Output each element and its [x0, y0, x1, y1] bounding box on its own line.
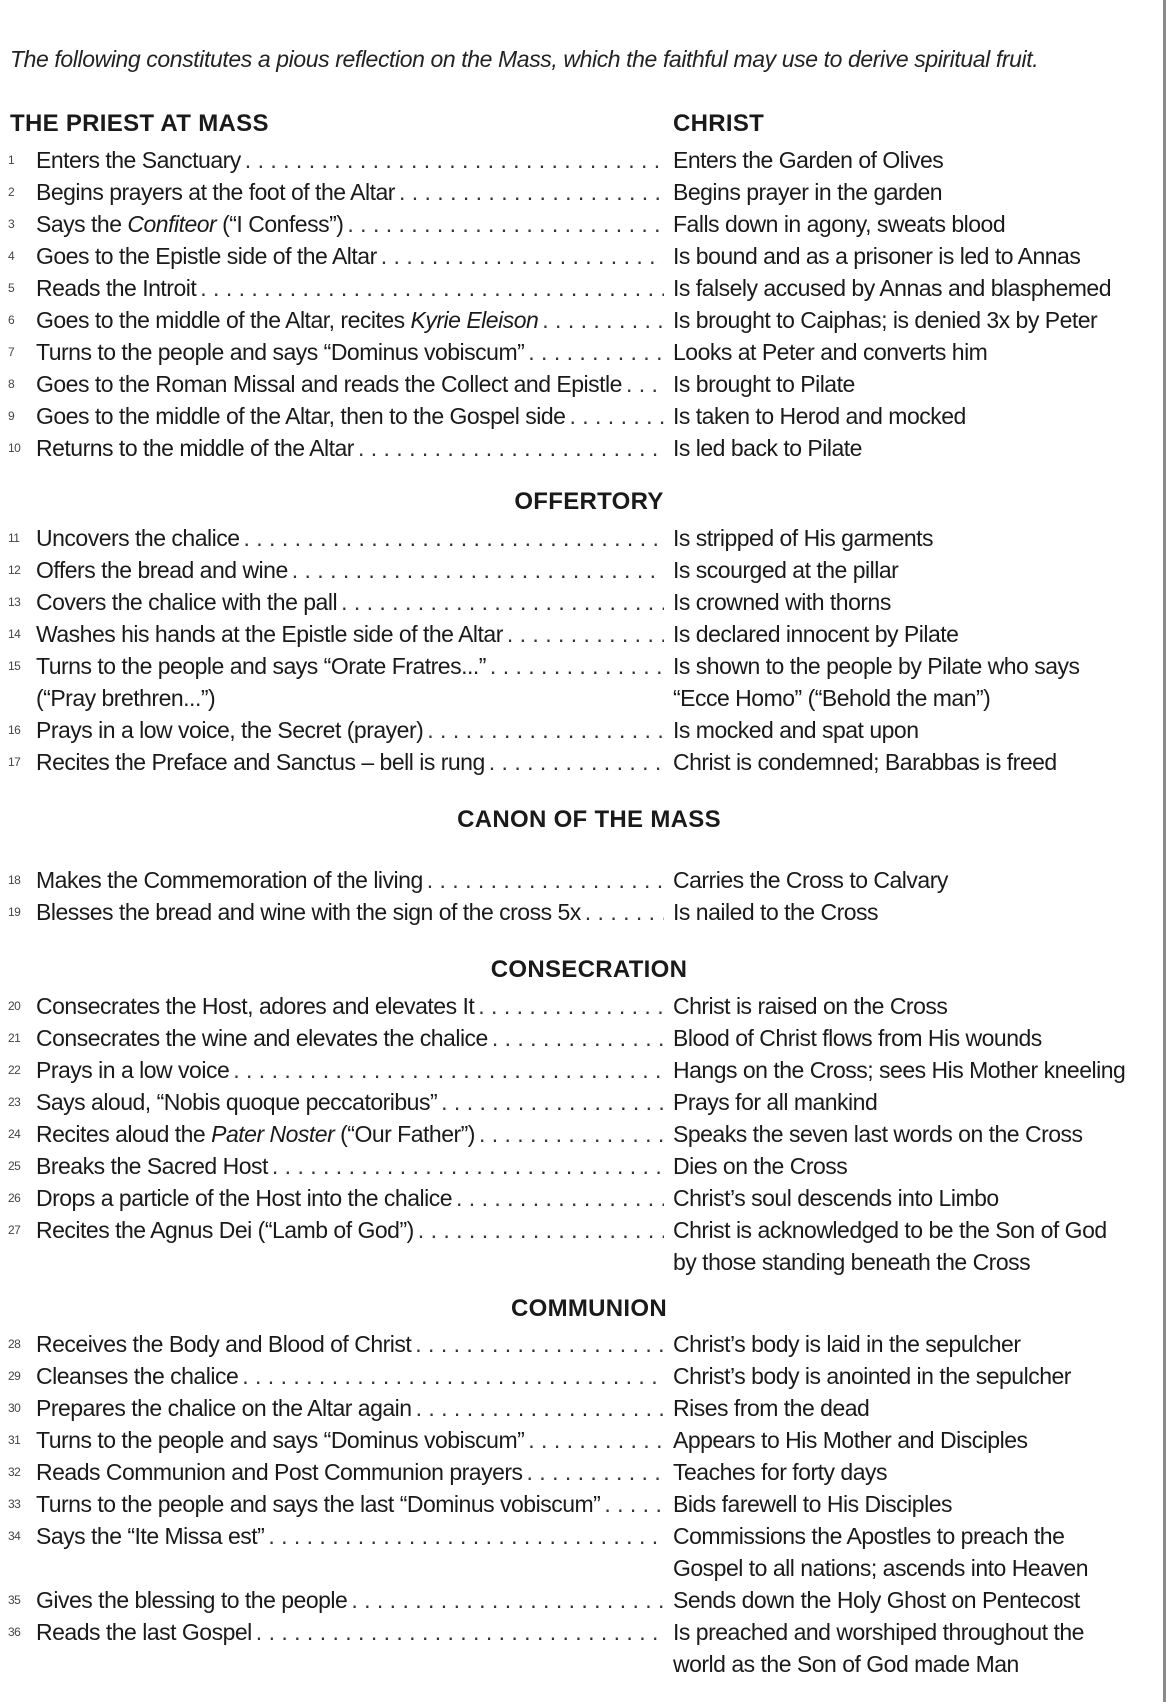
priest-action	[36, 208, 664, 240]
step-number: 21	[8, 1031, 21, 1045]
christ-event: Sends down the Holy Ghost on Pentecost	[673, 1587, 1080, 1613]
table-row	[0, 1488, 1166, 1520]
step-number: 17	[8, 755, 21, 769]
column-header-priest: THE PRIEST AT MASS	[10, 110, 269, 137]
dot-leader	[565, 400, 664, 432]
step-number: 12	[8, 563, 21, 577]
priest-action-text: Prays in a low voice, the Secret (prayer)	[36, 717, 424, 743]
table-row	[0, 1360, 1166, 1392]
section-heading-consecration-text: CONSECRATION	[490, 956, 688, 983]
christ-event: Christ is condemned; Barabbas is freed	[673, 749, 1057, 775]
christ-event: Is taken to Herod and mocked	[673, 403, 966, 429]
priest-action-text-part: Says the	[36, 211, 128, 237]
priest-action	[36, 144, 664, 176]
priest-action	[36, 1584, 664, 1616]
table-row	[0, 1214, 1166, 1246]
christ-event: Is bound and as a prisoner is led to Annas	[673, 243, 1081, 269]
step-number: 20	[8, 999, 21, 1013]
table-row	[0, 1584, 1166, 1616]
step-number: 28	[8, 1337, 21, 1351]
dot-leader	[600, 1488, 664, 1520]
dot-leader	[411, 1328, 664, 1360]
step-number: 1	[8, 153, 15, 167]
table-row	[0, 554, 1166, 586]
priest-action-text: Says aloud, “Nobis quoque peccatoribus”	[36, 1089, 438, 1115]
dot-leader	[538, 304, 664, 336]
priest-action	[36, 650, 664, 682]
section-heading-canon	[0, 806, 1166, 834]
priest-action-text: Breaks the Sacred Host	[36, 1153, 268, 1179]
step-number: 11	[8, 531, 20, 545]
priest-action-text: Consecrates the wine and elevates the chalice	[36, 1025, 488, 1051]
step-number: 33	[8, 1497, 21, 1511]
priest-action	[36, 1424, 664, 1456]
priest-action	[36, 1328, 664, 1360]
dot-leader	[229, 1054, 664, 1086]
priest-action-text: Reads Communion and Post Communion prayers	[36, 1459, 523, 1485]
christ-event: Prays for all mankind	[673, 1089, 878, 1115]
dot-leader	[377, 240, 664, 272]
priest-action	[36, 1150, 664, 1182]
christ-event: Dies on the Cross	[673, 1153, 848, 1179]
step-number: 4	[8, 249, 15, 263]
section-heading-communion-text: COMMUNION	[510, 1295, 668, 1322]
christ-event: Christ’s body is laid in the sepulcher	[673, 1331, 1021, 1357]
christ-event: Appears to His Mother and Disciples	[673, 1427, 1028, 1453]
christ-event: Hangs on the Cross; sees His Mother kneeling	[673, 1057, 1126, 1083]
priest-action	[36, 432, 664, 464]
table-row	[0, 864, 1166, 896]
priest-action-text: Makes the Commemoration of the living	[36, 867, 423, 893]
priest-action	[36, 714, 664, 746]
table-row	[0, 896, 1166, 928]
priest-action	[36, 1456, 664, 1488]
priest-action-text: Recites the Agnus Dei (“Lamb of God”)	[36, 1217, 414, 1243]
priest-action	[36, 618, 664, 650]
priest-action	[36, 1118, 664, 1150]
priest-action-text: Receives the Body and Blood of Christ	[36, 1331, 412, 1357]
table-row	[0, 650, 1166, 682]
christ-event: Bids farewell to His Disciples	[673, 1491, 952, 1517]
priest-action-text-part: (“I Confess”)	[216, 211, 344, 237]
christ-event: Blood of Christ flows from His wounds	[673, 1025, 1042, 1051]
step-number: 7	[8, 345, 15, 359]
priest-action-text: Returns to the middle of the Altar	[36, 435, 354, 461]
priest-action-text: Turns to the people and says “Dominus vobiscum”	[36, 339, 525, 365]
priest-action-text	[36, 208, 343, 240]
section-heading-canon-text: CANON OF THE MASS	[457, 806, 721, 833]
christ-event: Is falsely accused by Annas and blasphemed	[673, 275, 1112, 301]
table-row	[0, 990, 1166, 1022]
priest-action-text: Turns to the people and says “Dominus vobiscum”	[36, 1427, 525, 1453]
section-heading-communion	[0, 1295, 1166, 1323]
step-number: 9	[8, 409, 15, 423]
table-row	[0, 1182, 1166, 1214]
priest-action-text: Gives the blessing to the people	[36, 1587, 348, 1613]
table-row	[0, 432, 1166, 464]
dot-leader	[523, 1456, 664, 1488]
priest-action-text: Enters the Sanctuary	[36, 147, 241, 173]
christ-event-continuation: by those standing beneath the Cross	[673, 1249, 1031, 1275]
priest-action	[36, 1520, 664, 1552]
priest-action	[36, 1392, 664, 1424]
priest-action	[36, 554, 664, 586]
dot-leader	[238, 1360, 664, 1392]
christ-event: Begins prayer in the garden	[673, 179, 943, 205]
table-row	[0, 1054, 1166, 1086]
christ-event: Christ’s soul descends into Limbo	[673, 1185, 999, 1211]
christ-event: Is crowned with thorns	[673, 589, 891, 615]
dot-leader	[241, 144, 664, 176]
section-heading-offertory	[0, 488, 1166, 516]
christ-event: Commissions the Apostles to preach the	[673, 1523, 1065, 1549]
step-number: 22	[8, 1063, 21, 1077]
priest-action-text: Cleanses the chalice	[36, 1363, 239, 1389]
table-row	[0, 368, 1166, 400]
priest-action-text: Washes his hands at the Epistle side of the Altar	[36, 621, 503, 647]
christ-event: Christ is raised on the Cross	[673, 993, 948, 1019]
step-number: 6	[8, 313, 15, 327]
step-number: 36	[8, 1625, 21, 1639]
dot-leader	[264, 1520, 664, 1552]
step-number: 3	[8, 217, 15, 231]
table-row	[0, 586, 1166, 618]
dot-leader	[343, 208, 664, 240]
step-number: 30	[8, 1401, 21, 1415]
priest-action-text	[36, 1118, 475, 1150]
step-number: 16	[8, 723, 21, 737]
christ-event: Is brought to Caiphas; is denied 3x by Peter	[673, 307, 1098, 333]
christ-event-continuation: world as the Son of God made Man	[673, 1651, 1019, 1677]
priest-action-text: Reads the last Gospel	[36, 1619, 252, 1645]
table-row	[0, 400, 1166, 432]
table-row	[0, 272, 1166, 304]
step-number: 31	[8, 1433, 21, 1447]
step-number: 35	[8, 1593, 21, 1607]
table-row	[0, 1328, 1166, 1360]
dot-leader	[252, 1616, 664, 1648]
christ-event: Is shown to the people by Pilate who says	[673, 653, 1080, 679]
priest-action	[36, 1022, 664, 1054]
table-row	[0, 1520, 1166, 1552]
step-number: 13	[8, 595, 21, 609]
christ-event: Is scourged at the pillar	[673, 557, 899, 583]
dot-leader	[437, 1086, 664, 1118]
priest-action-text: Blesses the bread and wine with the sign of the cross 5x	[36, 899, 581, 925]
table-row	[0, 1118, 1166, 1150]
step-number: 14	[8, 627, 21, 641]
dot-leader	[423, 864, 664, 896]
table-row	[0, 714, 1166, 746]
dot-leader	[524, 336, 664, 368]
dot-leader	[452, 1182, 664, 1214]
priest-action-text: Reads the Introit	[36, 275, 197, 301]
step-number: 25	[8, 1159, 21, 1173]
step-number: 5	[8, 281, 15, 295]
christ-event-continuation: “Ecce Homo” (“Behold the man”)	[673, 685, 991, 711]
christ-event: Is led back to Pilate	[673, 435, 862, 461]
priest-action	[36, 336, 664, 368]
christ-event: Is stripped of His garments	[673, 525, 934, 551]
priest-action-text: Prays in a low voice	[36, 1057, 230, 1083]
priest-action-text: Covers the chalice with the pall	[36, 589, 338, 615]
table-row	[0, 1616, 1166, 1648]
table-row	[0, 522, 1166, 554]
priest-action-text	[36, 304, 538, 336]
step-number: 23	[8, 1095, 21, 1109]
step-number: 32	[8, 1465, 21, 1479]
step-number: 27	[8, 1223, 21, 1237]
christ-event: Carries the Cross to Calvary	[673, 867, 948, 893]
priest-action-latin-term: Confiteor	[127, 211, 217, 237]
dot-leader	[423, 714, 664, 746]
priest-action	[36, 896, 664, 928]
intro-text: The following constitutes a pious reflection on the Mass, which the faithful may use to derive spiritual fruit.	[10, 46, 1039, 72]
priest-action-continuation: (“Pray brethren...”)	[36, 685, 216, 711]
priest-action	[36, 1086, 664, 1118]
priest-action-text: Recites the Preface and Sanctus – bell is rung	[36, 749, 485, 775]
priest-action-text: Uncovers the chalice	[36, 525, 240, 551]
priest-action-text: Goes to the Roman Missal and reads the Collect and Epistle	[36, 371, 622, 397]
table-row	[0, 240, 1166, 272]
christ-event: Teaches for forty days	[673, 1459, 887, 1485]
priest-action	[36, 240, 664, 272]
dot-leader	[488, 1022, 664, 1054]
dot-leader	[196, 272, 664, 304]
dot-leader	[354, 432, 664, 464]
priest-action-text: Begins prayers at the foot of the Altar	[36, 179, 395, 205]
table-row	[0, 1392, 1166, 1424]
priest-action-text-part: (“Our Father”)	[334, 1121, 475, 1147]
dot-leader	[240, 522, 665, 554]
priest-action	[36, 1360, 664, 1392]
dot-leader	[475, 1118, 664, 1150]
priest-action	[36, 990, 664, 1022]
step-number: 29	[8, 1369, 21, 1383]
dot-leader	[486, 650, 664, 682]
dot-leader	[503, 618, 664, 650]
priest-action-text: Prepares the chalice on the Altar again	[36, 1395, 412, 1421]
priest-action	[36, 1488, 664, 1520]
priest-action-latin-term: Pater Noster	[211, 1121, 335, 1147]
step-number: 26	[8, 1191, 21, 1205]
christ-event: Looks at Peter and converts him	[673, 339, 988, 365]
dot-leader	[347, 1584, 664, 1616]
table-row	[0, 144, 1166, 176]
priest-action-text: Turns to the people and says the last “Dominus vobiscum”	[36, 1491, 601, 1517]
priest-action	[36, 1214, 664, 1246]
step-number: 34	[8, 1529, 21, 1543]
table-row	[0, 336, 1166, 368]
table-row	[0, 1022, 1166, 1054]
table-row	[0, 304, 1166, 336]
step-number: 18	[8, 873, 21, 887]
table-row	[0, 176, 1166, 208]
priest-action-text: Offers the bread and wine	[36, 557, 288, 583]
table-row	[0, 208, 1166, 240]
christ-event: Is declared innocent by Pilate	[673, 621, 959, 647]
priest-action-text-part: Goes to the middle of the Altar, recites	[36, 307, 411, 333]
priest-action	[36, 368, 664, 400]
priest-action-text: Drops a particle of the Host into the chalice	[36, 1185, 453, 1211]
priest-action	[36, 400, 664, 432]
dot-leader	[485, 746, 664, 778]
christ-event: Speaks the seven last words on the Cross	[673, 1121, 1083, 1147]
priest-action-text-part: Recites aloud the	[36, 1121, 212, 1147]
priest-action	[36, 1182, 664, 1214]
christ-event: Christ’s body is anointed in the sepulcher	[673, 1363, 1071, 1389]
step-number: 2	[8, 185, 15, 199]
priest-action-text: Says the “Ite Missa est”	[36, 1523, 265, 1549]
section-heading-offertory-text: OFFERTORY	[514, 488, 664, 515]
table-row	[0, 746, 1166, 778]
dot-leader	[337, 586, 664, 618]
priest-action	[36, 522, 664, 554]
christ-event: Rises from the dead	[673, 1395, 870, 1421]
table-row	[0, 1456, 1166, 1488]
christ-event-continuation: Gospel to all nations; ascends into Heaven	[673, 1555, 1088, 1581]
priest-action-latin-term: Kyrie Eleison	[410, 307, 539, 333]
dot-leader	[268, 1150, 664, 1182]
dot-leader	[414, 1214, 664, 1246]
priest-action	[36, 304, 664, 336]
priest-action	[36, 1616, 664, 1648]
dot-leader	[474, 990, 664, 1022]
dot-leader	[412, 1392, 664, 1424]
priest-action	[36, 746, 664, 778]
dot-leader	[622, 368, 664, 400]
christ-event: Is nailed to the Cross	[673, 899, 879, 925]
column-header-christ: CHRIST	[673, 110, 765, 137]
step-number: 24	[8, 1127, 21, 1141]
dot-leader	[395, 176, 664, 208]
step-number: 8	[8, 377, 15, 391]
dot-leader	[288, 554, 664, 586]
christ-event: Falls down in agony, sweats blood	[673, 211, 1006, 237]
step-number: 15	[8, 659, 21, 673]
christ-event: Is preached and worshiped throughout the	[673, 1619, 1084, 1645]
section-heading-consecration	[0, 956, 1166, 984]
dot-leader	[581, 896, 664, 928]
priest-action-text: Consecrates the Host, adores and elevates It	[36, 993, 475, 1019]
priest-action-text: Turns to the people and says “Orate Fratres...”	[36, 653, 486, 679]
christ-event: Is mocked and spat upon	[673, 717, 919, 743]
priest-action	[36, 176, 664, 208]
christ-event: Enters the Garden of Olives	[673, 147, 944, 173]
priest-action	[36, 272, 664, 304]
dot-leader	[524, 1424, 664, 1456]
priest-action	[36, 1054, 664, 1086]
priest-action	[36, 586, 664, 618]
step-number: 19	[8, 905, 21, 919]
table-row	[0, 1086, 1166, 1118]
step-number: 10	[8, 441, 21, 455]
christ-event: Christ is acknowledged to be the Son of God	[673, 1217, 1107, 1243]
table-row	[0, 1150, 1166, 1182]
priest-action-text: Goes to the Epistle side of the Altar	[36, 243, 377, 269]
table-row	[0, 618, 1166, 650]
christ-event: Is brought to Pilate	[673, 371, 855, 397]
priest-action-text: Goes to the middle of the Altar, then to the Gospel side	[36, 403, 566, 429]
priest-action	[36, 864, 664, 896]
table-row	[0, 1424, 1166, 1456]
